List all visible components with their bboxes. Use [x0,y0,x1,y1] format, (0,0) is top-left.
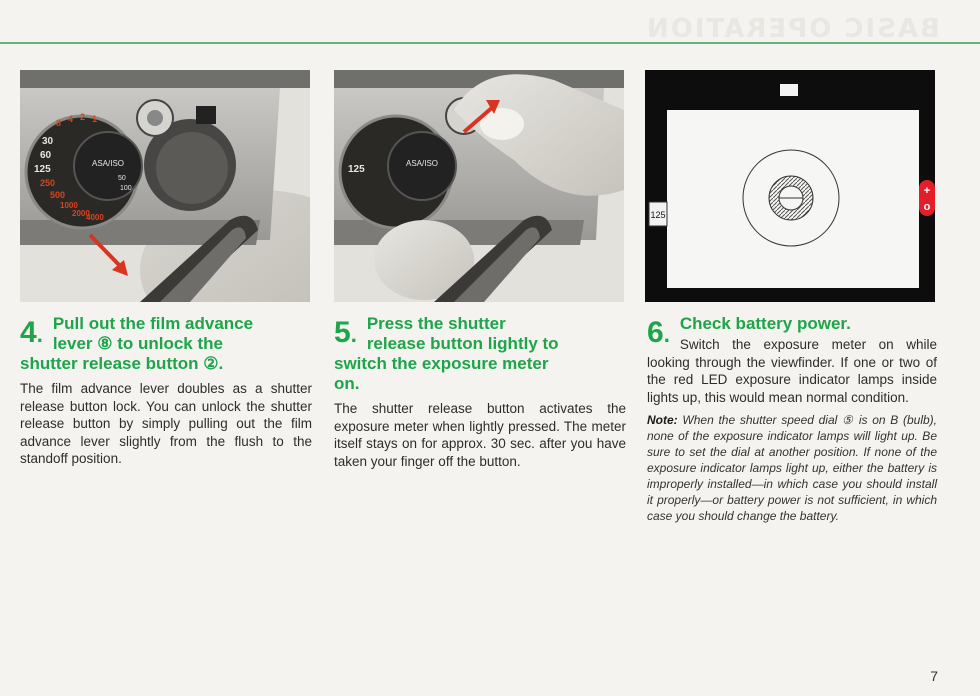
step-6-body: Switch the exposure meter on while looking through the viewfinder. If one or two of the red LED exposure indicator lamps inside lights up, this would mean normal condition. [647,337,937,405]
step-title-line: Press the shutter [366,314,506,333]
dial-number: 500 [50,190,66,200]
photo-viewfinder [645,70,935,302]
step-title-line: lever ⑧ to unlock the [52,334,223,353]
asa-label: ASA/ISO [405,159,439,168]
led-zero: o [923,201,931,213]
dial-number: 2 [80,112,86,122]
step-5-body: The shutter release button activates the exposure meter when lightly pressed. The meter itself stays on for approx. 30 sec. after you have taken your finger off the button. [334,401,626,469]
dial-number: 125 [348,164,365,175]
note-label: Note: [647,413,678,428]
step-title-line: on. [334,374,360,393]
photo-shutter-release [334,70,624,302]
photo-film-advance-lever [20,70,310,302]
asa-value: 50 [118,175,126,182]
dial-number: 2000 [72,209,90,218]
step-title-line: release button lightly to [366,334,559,353]
step-4 [20,314,312,468]
dial-number: 250 [40,178,56,188]
ghost-title: BASIC OPERATION [645,14,940,44]
asa-label: ASA/ISO [91,159,125,168]
step-6-heading [647,314,937,349]
note-text: When the shutter speed dial ⑤ is on B (bulb), none of the exposure indicator lamps will light up. Be sure to set the dial at another position. If none of the exposure indicator lamps light up, either the battery is improperly installed—in which case you should install it properly—or battery power is not sufficient, in which case you should change the battery. [647,413,937,524]
step-6 [647,314,937,524]
step-title-line: switch the exposure meter [334,354,549,373]
page-number: 7 [930,668,938,684]
step-6-note [647,412,937,524]
dial-number: 125 [34,164,51,175]
viewfinder-speed: 125 [650,210,666,220]
led-plus: + [923,185,931,197]
step-title-line: Check battery power. [679,314,851,333]
dial-number: 30 [42,136,54,147]
dial-number: 60 [40,150,52,161]
step-number: 4. [20,316,43,349]
dial-number: 1000 [60,201,78,210]
step-4-body: The film advance lever doubles as a shutter release button lock. You can unlock the shutter release button by simply pulling out the film advance lever slightly from the flush to the standoff position. [20,381,312,467]
step-number: 5. [334,316,357,349]
step-number: 6. [647,316,670,349]
step-5 [334,314,626,470]
dial-number: 4000 [86,213,104,222]
step-title-line: Pull out the film advance [52,314,254,333]
dial-number: 4 [68,114,74,124]
dial-number: 8 [56,118,62,128]
dial-number: 1 [92,114,98,124]
step-4-heading [20,314,312,374]
step-5-heading [334,314,626,394]
step-title-line: shutter release button ②. [20,354,224,373]
asa-value: 100 [120,185,132,192]
